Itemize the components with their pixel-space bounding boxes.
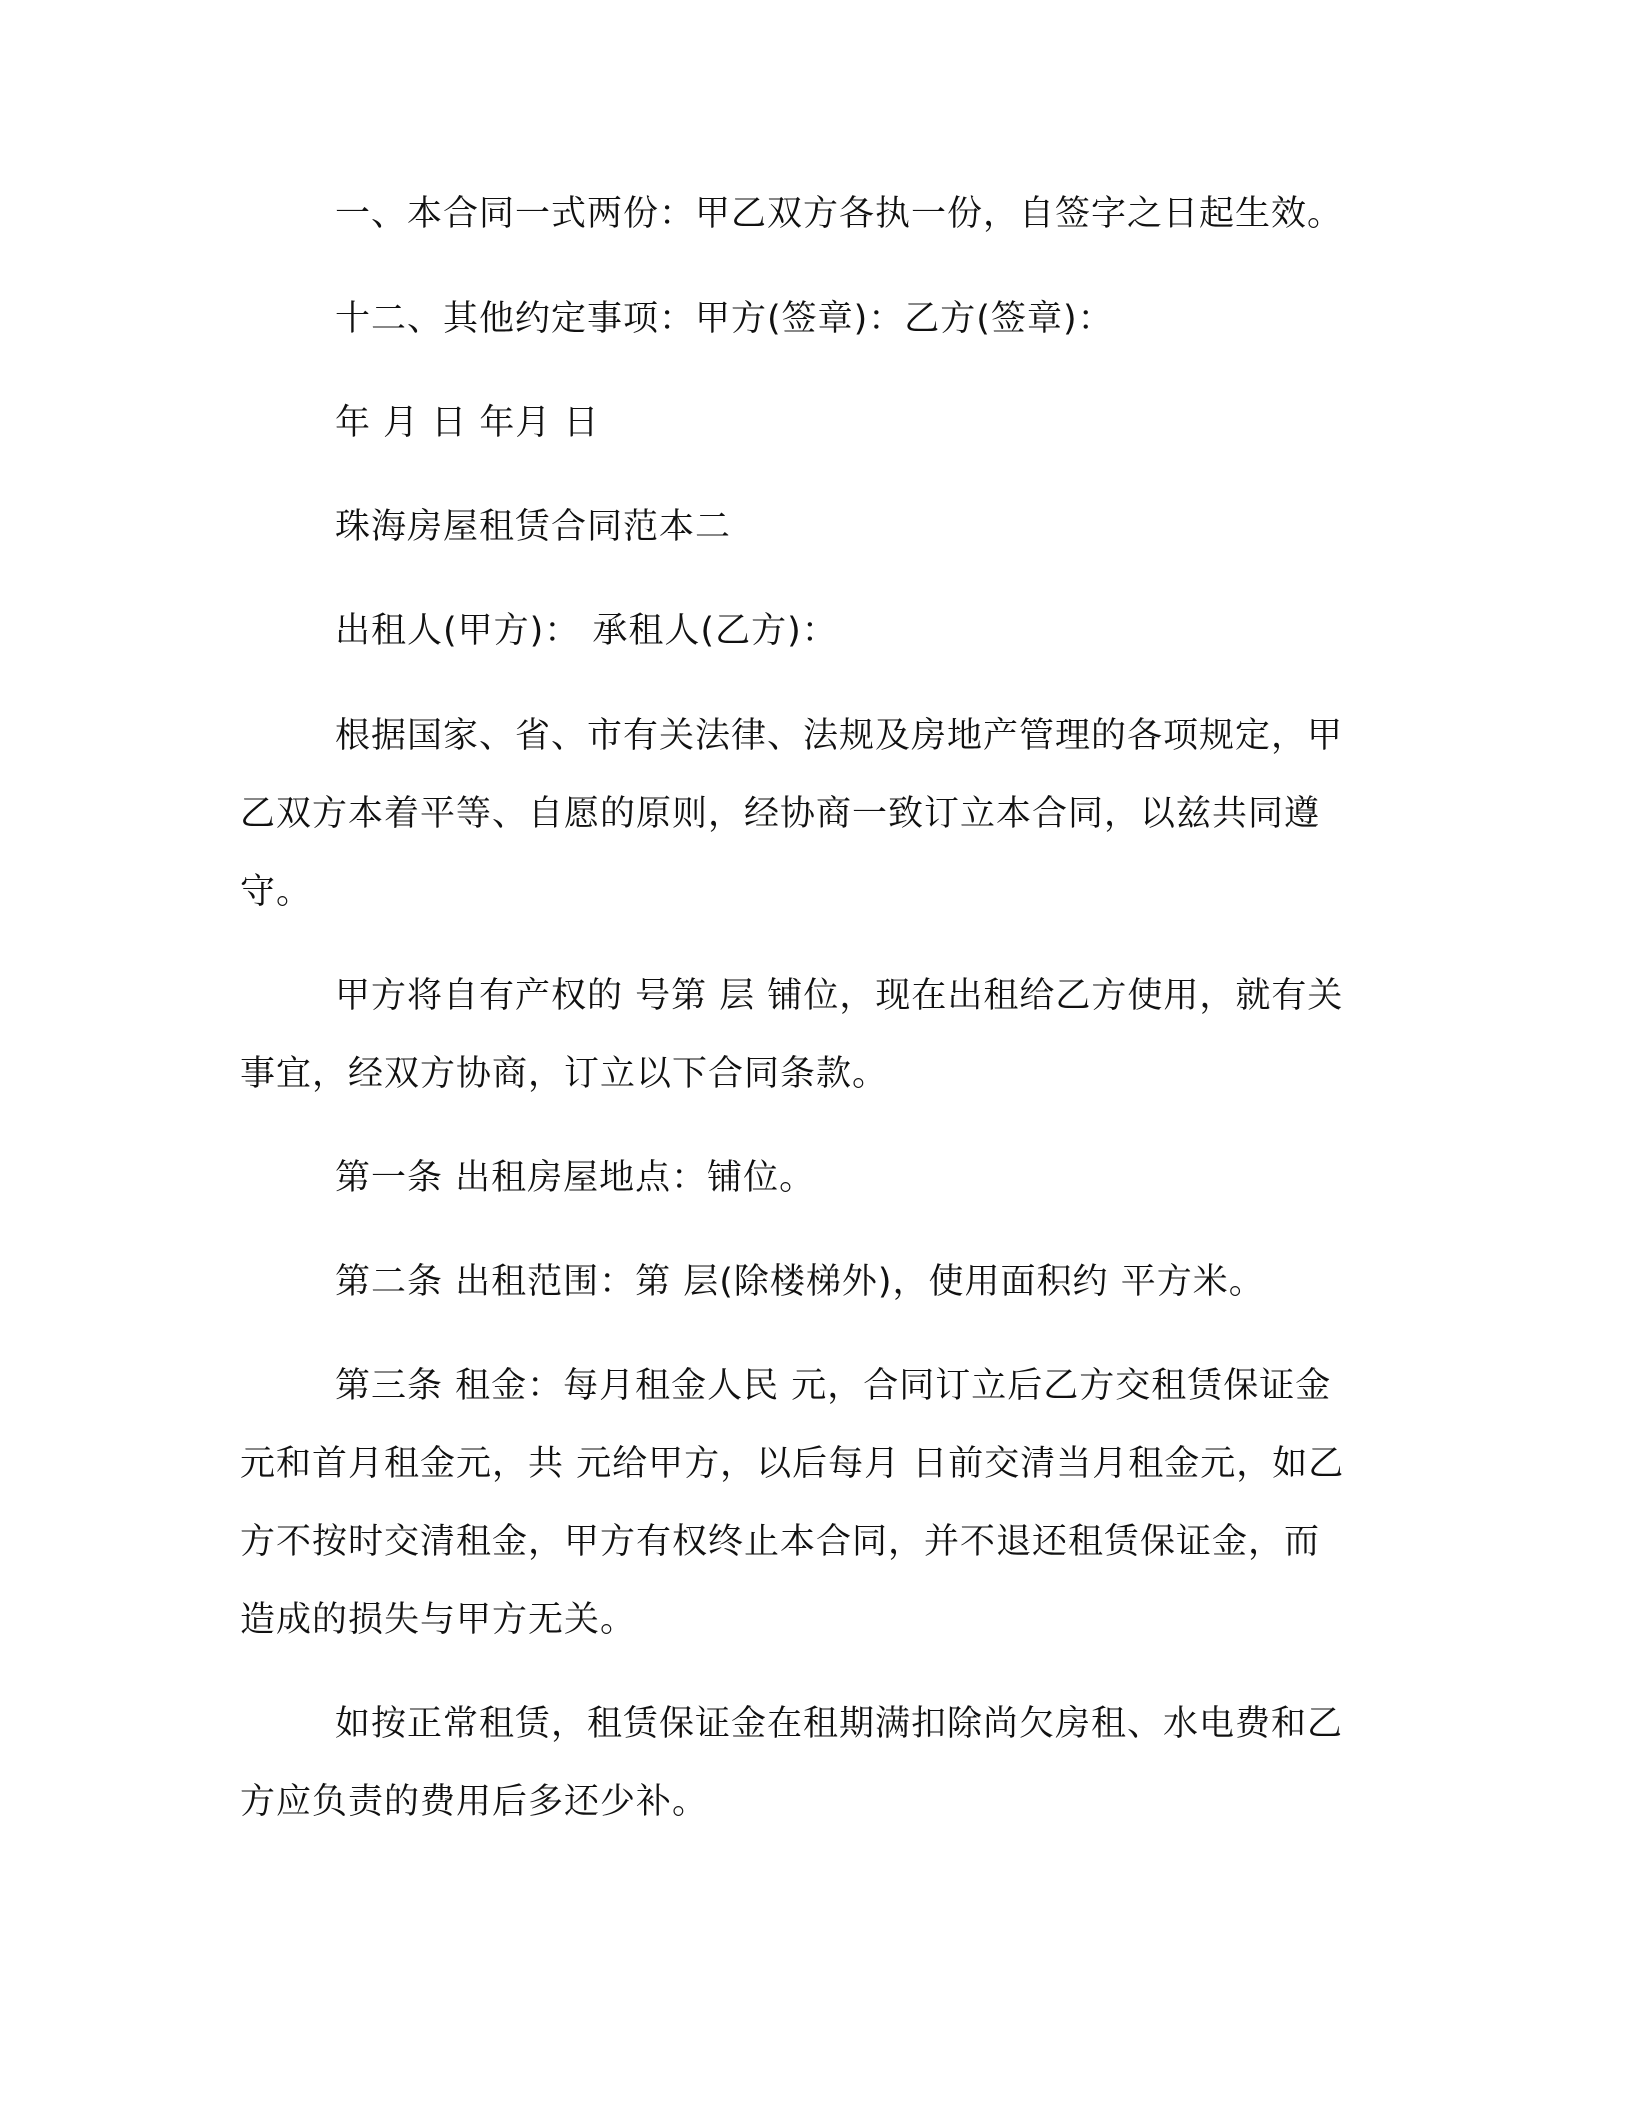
clause-other-matters: 十二、其他约定事项：甲方(签章)：乙方(签章)： xyxy=(335,299,1114,339)
article-2: 第二条 出租范围：第 层(除楼梯外)，使用面积约 平方米。 xyxy=(335,1262,1265,1302)
parties-line: 出租人(甲方)： 承租人(乙方)： xyxy=(335,611,838,651)
paragraph-line: 造成的损失与甲方无关。 xyxy=(240,1600,637,1640)
clause-copies: 一、本合同一式两份：甲乙双方各执一份，自签字之日起生效。 xyxy=(335,194,1344,234)
paragraph-line: 事宜，经双方协商，订立以下合同条款。 xyxy=(240,1054,889,1094)
paragraph-line: 元和首月租金元，共 元给甲方，以后每月 日前交清当月租金元，如乙 xyxy=(240,1444,1345,1484)
paragraph-line: 方不按时交清租金，甲方有权终止本合同，并不退还租赁保证金，而 xyxy=(240,1522,1321,1562)
paragraph-line: 如按正常租赁，租赁保证金在租期满扣除尚欠房租、水电费和乙 xyxy=(335,1704,1344,1744)
paragraph-line: 第三条 租金：每月租金人民 元，合同订立后乙方交租赁保证金 xyxy=(335,1366,1332,1406)
paragraph-line: 甲方将自有产权的 号第 层 铺位，现在出租给乙方使用，就有关 xyxy=(335,976,1344,1016)
contract-title: 珠海房屋租赁合同范本二 xyxy=(335,507,732,547)
paragraph-line: 守。 xyxy=(240,872,313,912)
article-1: 第一条 出租房屋地点：铺位。 xyxy=(335,1158,816,1198)
paragraph-line: 乙双方本着平等、自愿的原则，经协商一致订立本合同，以兹共同遵 xyxy=(240,794,1321,834)
paragraph-line: 方应负责的费用后多还少补。 xyxy=(240,1782,709,1822)
signature-date-line: 年 月 日 年月 日 xyxy=(335,403,600,443)
paragraph-line: 根据国家、省、市有关法律、法规及房地产管理的各项规定，甲 xyxy=(335,716,1344,756)
